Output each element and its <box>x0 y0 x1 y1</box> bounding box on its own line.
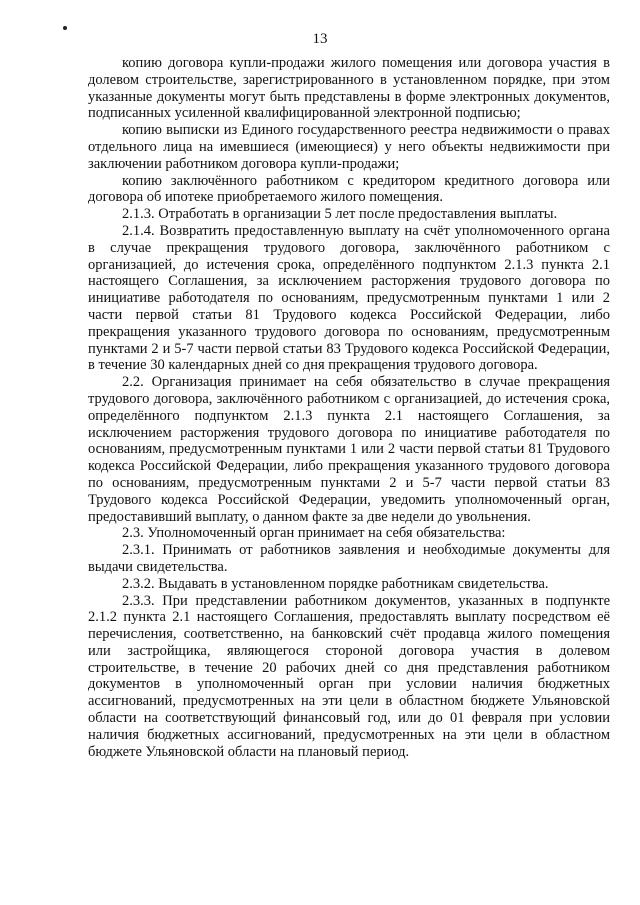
paragraph-2-1-4: 2.1.4. Возвратить предоставленную выплату на счёт уполномоченного органа в случае прекращения трудового договора, заключённого работником с организацией, до истечения срока, определённого подпунктом 2.1.3 пункта 2.1 настоящего Соглашения, за исключением расторжения трудового договора по инициативе работодателя по основаниям, предусмотренным пунктами 1 или 2 части первой статьи 81 Трудового кодекса Российской Федерации, либо прекращения указанного трудового договора по основаниям, предусмотренным пунктами 2 и 5-7 части первой статьи 83 Трудового кодекса Российской Федерации, в течение 30 календарных дней со дня прекращения трудового договора. <box>88 222 610 374</box>
paragraph-registry-extract: копию выписки из Единого государственного реестра недвижимости о правах отдельного лица на имевшиеся (имеющиеся) у него объекты недвижимости при заключении работником договора купли-продажи; <box>88 122 610 172</box>
scan-speck <box>63 26 67 30</box>
paragraph-2-2: 2.2. Организация принимает на себя обязательство в случае прекращения трудового договора, заключённого работником с организацией, до истечения срока, определённого подпунктом 2.1.3 пункта 2.1 настоящего Соглашения, за исключением расторжения трудового договора по инициативе работодателя по основаниям, предусмотренным пунктами 1 или 2 части первой статьи 81 Трудового кодекса Российской Федерации, либо прекращения указанного трудового договора по основаниям, предусмотренным пунктами 2 и 5-7 части первой статьи 83 Трудового кодекса Российской Федерации, уведомить уполномоченный орган, предоставивший выплату, о данном факте за две недели до увольнения. <box>88 374 610 525</box>
paragraph-2-1-3: 2.1.3. Отработать в организации 5 лет после предоставления выплаты. <box>122 206 558 223</box>
paragraph-contract-copy: копию договора купли-продажи жилого помещения или договора участия в долевом строительстве, зарегистрированного в установленном порядке, при этом указанные документы могут быть представлены в форме электронных документов, подписанных усиленной квалифицированной электронной подписью; <box>88 55 610 122</box>
paragraph-2-3-2: 2.3.2. Выдавать в установленном порядке работникам свидетельства. <box>122 575 549 592</box>
paragraph-credit-contract: копию заключённого работником с кредитором кредитного договора или договора об ипотеке приобретаемого жилого помещения. <box>88 172 610 206</box>
paragraph-2-3-3: 2.3.3. При представлении работником документов, указанных в подпункте 2.1.2 пункта 2.1 настоящего Соглашения, предоставлять выплату посредством её перечисления, соответственно, на банковский счёт продавца жилого помещения или застройщика, являющегося стороной договора участия в долевом строительстве, в течение 20 рабочих дней со дня представления работником документов в уполномоченный орган при условии наличия бюджетных ассигнований, предусмотренных на эти цели в областном бюджете Ульяновской области на соответствующий финансовый год, или до 01 февраля при условии наличия бюджетных ассигнований, предусмотренных на эти цели в областном бюджете Ульяновской области на плановый период. <box>88 592 610 760</box>
document-body <box>88 55 610 760</box>
paragraph-2-3: 2.3. Уполномоченный орган принимает на себя обязательства: <box>122 525 506 542</box>
paragraph-2-3-1: 2.3.1. Принимать от работников заявления и необходимые документы для выдачи свидетельства. <box>88 542 610 575</box>
page-number: 13 <box>312 31 328 47</box>
